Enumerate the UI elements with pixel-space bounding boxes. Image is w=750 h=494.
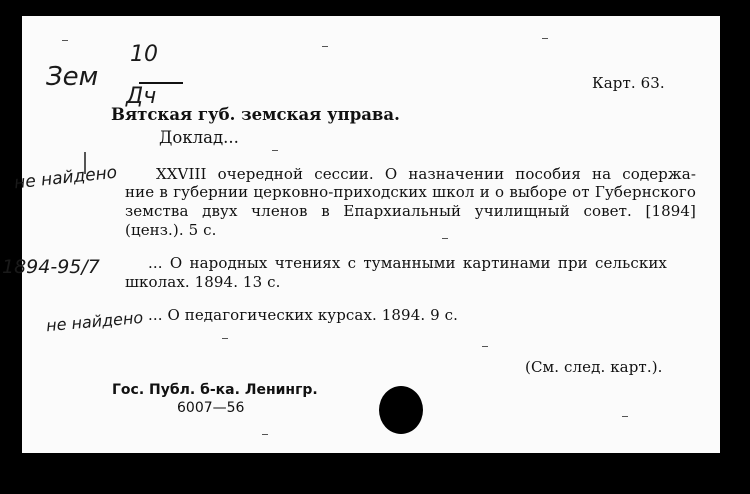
entry-2-line-1: ... О народных чтениях с туманными картинами при сельских xyxy=(148,254,667,272)
catalog-card xyxy=(2,16,720,453)
report-title: Доклад... xyxy=(159,128,239,147)
speckle xyxy=(542,38,548,39)
institution-heading: Вятская губ. земская управа. xyxy=(111,105,400,124)
speckle xyxy=(322,46,328,47)
speckle xyxy=(482,346,488,347)
entry-1-line-2: ние в губернии церковно-приходских школ и о выборе от Губернского xyxy=(125,183,696,201)
entry-1-line-1: XXVIII очередной сессии. О назначении пособия на содержа- xyxy=(156,165,696,183)
punch-hole xyxy=(379,386,423,434)
library-stamp-name: Гос. Публ. б-ка. Ленингр. xyxy=(112,382,318,398)
see-next-card: (См. след. карт.). xyxy=(525,358,663,376)
speckle xyxy=(622,416,628,417)
entry-2-line-2: школах. 1894. 13 с. xyxy=(125,273,281,291)
library-stamp-number: 6007—56 xyxy=(177,400,245,416)
handwritten-code-denominator: Дч xyxy=(126,84,157,109)
speckle xyxy=(222,338,228,339)
entry-3-line-1: ... О педагогических курсах. 1894. 9 с. xyxy=(148,306,458,324)
entry-1-line-4: (ценз.). 5 с. xyxy=(125,221,217,239)
speckle xyxy=(262,434,268,435)
handwritten-note-not-found-2: не найдено xyxy=(45,307,144,336)
speckle xyxy=(62,40,68,41)
speckle xyxy=(442,238,448,239)
card-number: Карт. 63. xyxy=(592,74,665,92)
entry-1-line-3: земства двух членов в Епархиальный училищный совет. [1894] xyxy=(125,202,696,220)
handwritten-note-not-found-1: не найдено xyxy=(13,162,119,194)
handwritten-code-prefix: Зем xyxy=(46,62,99,92)
handwritten-note-years: 1894-95/7 xyxy=(2,256,100,278)
handwritten-code-numerator: 10 xyxy=(130,42,158,67)
speckle xyxy=(272,150,278,151)
